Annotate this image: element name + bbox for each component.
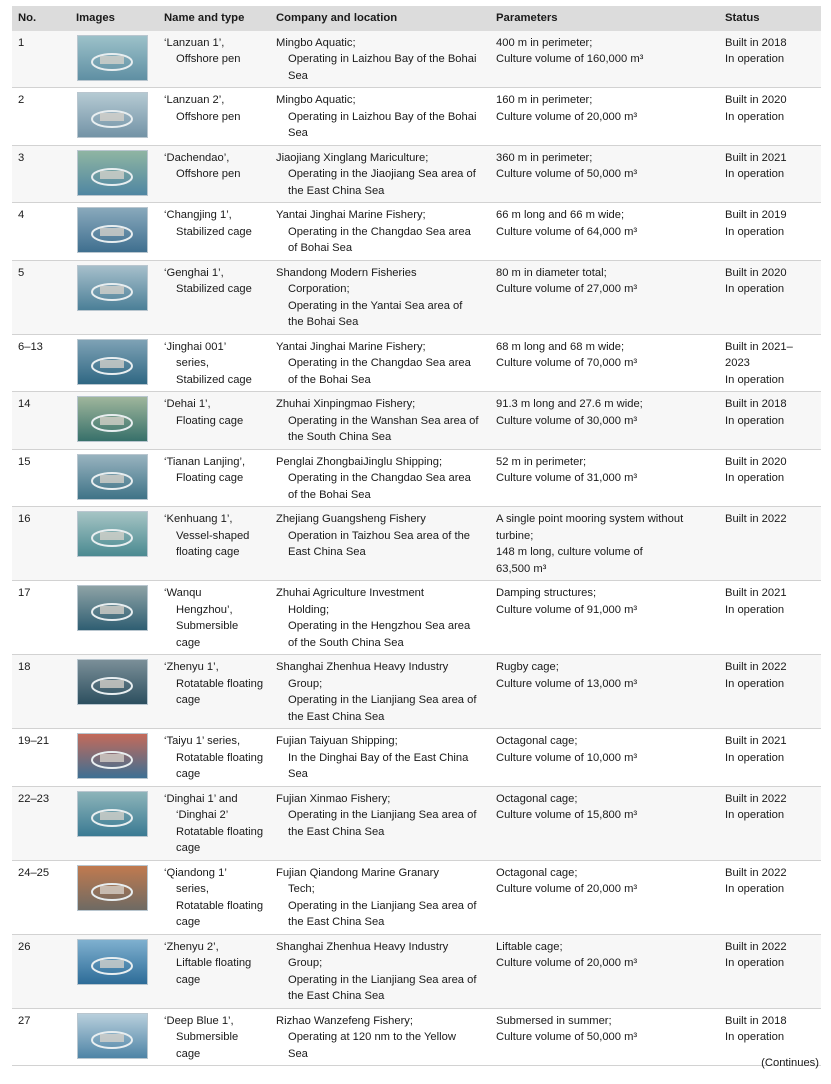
company-line: Holding;	[288, 603, 330, 616]
status-line: In operation	[725, 603, 785, 616]
company-line: the East China Sea	[288, 916, 385, 928]
company-cell	[270, 507, 490, 581]
company-line: Operating in the Changdao Sea area	[288, 225, 471, 238]
name-line: Hengzhou’,	[176, 603, 233, 616]
company-line: the South China Sea	[288, 431, 392, 443]
status-cell	[719, 449, 821, 507]
status-cell	[719, 145, 821, 203]
company-cell	[270, 786, 490, 860]
company-line: of Bohai Sea	[288, 242, 353, 254]
name-line: Stabilized cage	[176, 225, 252, 238]
name-line: Submersible cage	[176, 1031, 239, 1060]
name-line: Vessel-shaped	[176, 529, 250, 542]
cage-photo	[77, 865, 148, 911]
status-cell	[719, 334, 821, 392]
name-line: ‘Wanqu	[164, 587, 202, 599]
params-cell	[490, 449, 719, 507]
cage-photo	[77, 659, 148, 705]
status-cell	[719, 860, 821, 934]
params-line: Culture volume of 91,000 m³	[496, 603, 638, 616]
table-row	[12, 581, 821, 655]
table-row	[12, 31, 821, 88]
company-cell	[270, 392, 490, 450]
company-line: Operating in Laizhou Bay of the Bohai	[288, 110, 477, 123]
name-line: Stabilized cage	[176, 373, 252, 386]
status-line: Built in 2021	[725, 151, 787, 164]
params-line: Culture volume of 10,000 m³	[496, 751, 638, 764]
name-line: cage	[176, 694, 201, 706]
row-number: 22–23	[12, 786, 70, 860]
table-row	[12, 449, 821, 507]
table-row	[12, 260, 821, 334]
params-cell	[490, 334, 719, 392]
company-line: Sea	[288, 127, 308, 139]
company-line: Group;	[288, 677, 323, 690]
company-line: Shanghai Zhenhua Heavy Industry	[276, 661, 449, 673]
params-cell	[490, 934, 719, 1008]
name-cell	[158, 260, 270, 334]
image-cell	[70, 449, 158, 507]
table-row	[12, 203, 821, 261]
params-cell	[490, 1008, 719, 1066]
company-line: Jiaojiang Xinglang Mariculture;	[276, 151, 429, 164]
company-line: Sea	[288, 1047, 308, 1060]
continues-note: (Continues)	[761, 1057, 819, 1069]
company-line: the East China Sea	[288, 710, 385, 723]
row-number: 18	[12, 655, 70, 729]
cage-photo	[77, 585, 148, 631]
status-line: Built in 2020	[725, 266, 787, 279]
name-cell	[158, 1008, 270, 1066]
status-line: Built in 2018	[725, 36, 787, 49]
cage-photo	[77, 1013, 148, 1059]
company-line: Operating in the Wanshan Sea area of	[288, 414, 479, 427]
name-line: Rotatable floating	[176, 751, 264, 764]
name-line: ‘Dinghai 2’	[176, 809, 229, 821]
row-number: 24–25	[12, 860, 70, 934]
name-line: ‘Taiyu 1’ series,	[164, 735, 241, 747]
status-line: Built in 2020	[725, 94, 787, 106]
company-line: the East China Sea	[288, 990, 385, 1002]
name-line: Submersible cage	[176, 620, 239, 649]
row-number: 2	[12, 88, 70, 146]
params-line: Culture volume of 15,800 m³	[496, 809, 638, 821]
company-line: Penglai ZhongbaiJinglu Shipping;	[276, 455, 443, 468]
status-line: In operation	[725, 168, 785, 180]
name-line: ‘Zhenyu 2’,	[164, 940, 219, 953]
name-line: Rotatable floating	[176, 677, 264, 690]
cage-photo	[77, 939, 148, 985]
status-line: In operation	[725, 53, 785, 65]
image-cell	[70, 31, 158, 88]
cage-photo	[77, 511, 148, 557]
status-line: Built in 2019	[725, 209, 787, 221]
status-line: Built in 2021	[725, 735, 787, 747]
company-line: Mingbo Aquatic;	[276, 36, 356, 49]
name-line: ‘Dehai 1’,	[164, 398, 211, 410]
company-line: Sea	[288, 768, 308, 780]
status-line: In operation	[725, 283, 785, 295]
image-cell	[70, 88, 158, 146]
params-line: turbine;	[496, 529, 534, 542]
table-row	[12, 145, 821, 203]
row-number: 16	[12, 507, 70, 581]
company-line: Corporation;	[288, 283, 350, 295]
company-line: Fujian Taiyuan Shipping;	[276, 735, 398, 747]
params-line: Damping structures;	[496, 587, 597, 599]
company-line: Group;	[288, 957, 323, 969]
company-cell	[270, 729, 490, 787]
name-line: Offshore pen	[176, 168, 241, 180]
header-no: No.	[12, 6, 70, 31]
cage-photo	[77, 454, 148, 500]
row-number: 4	[12, 203, 70, 261]
name-cell	[158, 507, 270, 581]
name-line: Rotatable floating	[176, 899, 264, 912]
header-images: Images	[70, 6, 158, 31]
status-cell	[719, 31, 821, 88]
company-line: Operating in the Lianjiang Sea area of	[288, 899, 477, 912]
image-cell	[70, 145, 158, 203]
status-line: Built in 2022	[725, 661, 787, 673]
params-line: 66 m long and 66 m wide;	[496, 209, 625, 221]
company-line: Operating in the Lianjiang Sea area of	[288, 973, 477, 986]
table-header-row	[12, 6, 821, 31]
company-cell	[270, 581, 490, 655]
status-line: Built in 2022	[725, 513, 787, 525]
name-cell	[158, 392, 270, 450]
status-line: 2023	[725, 357, 750, 369]
image-cell	[70, 581, 158, 655]
status-line: In operation	[725, 472, 785, 484]
name-line: ‘Deep Blue 1’,	[164, 1014, 234, 1027]
image-cell	[70, 507, 158, 581]
status-line: In operation	[725, 677, 785, 690]
status-line: In operation	[725, 110, 785, 123]
company-cell	[270, 334, 490, 392]
company-cell	[270, 655, 490, 729]
params-cell	[490, 581, 719, 655]
company-line: Sea	[288, 69, 308, 82]
image-cell	[70, 729, 158, 787]
table-row	[12, 334, 821, 392]
name-line: Offshore pen	[176, 110, 241, 123]
image-cell	[70, 203, 158, 261]
header-parameters: Parameters	[490, 6, 719, 31]
company-line: Operation in Taizhou Sea area of the	[288, 529, 471, 542]
table-row	[12, 729, 821, 787]
cage-photo	[77, 207, 148, 253]
params-cell	[490, 145, 719, 203]
company-line: Zhuhai Xinpingmao Fishery;	[276, 398, 416, 410]
params-line: Submersed in summer;	[496, 1014, 612, 1027]
status-line: In operation	[725, 1031, 785, 1043]
params-cell	[490, 260, 719, 334]
image-cell	[70, 786, 158, 860]
params-line: Culture volume of 64,000 m³	[496, 225, 638, 238]
company-line: Fujian Qiandong Marine Granary	[276, 866, 439, 879]
params-cell	[490, 786, 719, 860]
status-cell	[719, 203, 821, 261]
company-cell	[270, 1008, 490, 1066]
params-line: 63,500 m³	[496, 562, 547, 575]
cage-photo	[77, 35, 148, 81]
company-line: Operating in the Hengzhou Sea area	[288, 620, 471, 632]
company-line: of the Bohai Sea	[288, 373, 371, 386]
params-line: A single point mooring system without	[496, 513, 684, 525]
table-row	[12, 392, 821, 450]
image-cell	[70, 934, 158, 1008]
name-line: ‘Zhenyu 1’,	[164, 661, 219, 673]
params-line: 68 m long and 68 m wide;	[496, 340, 625, 353]
status-line: In operation	[725, 414, 785, 427]
company-line: Shandong Modern Fisheries	[276, 266, 417, 279]
cage-photo	[77, 733, 148, 779]
name-line: cage	[176, 768, 201, 780]
cage-photo	[77, 791, 148, 837]
image-cell	[70, 260, 158, 334]
company-cell	[270, 145, 490, 203]
name-line: Stabilized cage	[176, 283, 252, 295]
params-cell	[490, 31, 719, 88]
params-line: Culture volume of 20,000 m³	[496, 957, 638, 969]
name-line: ‘Lanzuan 2’,	[164, 94, 225, 106]
params-cell	[490, 507, 719, 581]
status-line: Built in 2021–	[725, 340, 793, 353]
status-line: Built in 2018	[725, 1014, 787, 1027]
company-line: Yantai Jinghai Marine Fishery;	[276, 340, 426, 353]
status-cell	[719, 392, 821, 450]
table-row	[12, 860, 821, 934]
table-row	[12, 655, 821, 729]
params-cell	[490, 203, 719, 261]
company-cell	[270, 860, 490, 934]
image-cell	[70, 860, 158, 934]
company-line: the Bohai Sea	[288, 316, 359, 328]
company-cell	[270, 449, 490, 507]
params-line: Octagonal cage;	[496, 792, 578, 805]
header-status: Status	[719, 6, 821, 31]
name-line: ‘Dinghai 1’ and	[164, 792, 238, 805]
row-number: 6–13	[12, 334, 70, 392]
params-cell	[490, 860, 719, 934]
table-body	[12, 31, 821, 1066]
company-line: of the South China Sea	[288, 636, 404, 649]
image-cell	[70, 655, 158, 729]
company-cell	[270, 260, 490, 334]
table-row	[12, 786, 821, 860]
name-cell	[158, 655, 270, 729]
name-line: ‘Lanzuan 1’,	[164, 36, 225, 49]
company-line: Zhuhai Agriculture Investment	[276, 587, 424, 599]
table-row	[12, 1008, 821, 1066]
company-line: Shanghai Zhenhua Heavy Industry	[276, 940, 449, 953]
company-line: Fujian Xinmao Fishery;	[276, 792, 391, 805]
company-line: In the Dinghai Bay of the East China	[288, 751, 469, 764]
cage-photo	[77, 150, 148, 196]
params-line: 91.3 m long and 27.6 m wide;	[496, 398, 643, 410]
name-line: ‘Jinghai 001’	[164, 340, 227, 353]
name-line: ‘Genghai 1’,	[164, 266, 224, 279]
company-line: Operating in the Changdao Sea area	[288, 472, 471, 484]
row-number: 19–21	[12, 729, 70, 787]
company-line: Yantai Jinghai Marine Fishery;	[276, 209, 426, 221]
name-line: ‘Dachendao’,	[164, 151, 230, 164]
header-company-location: Company and location	[270, 6, 490, 31]
status-line: In operation	[725, 883, 785, 895]
name-cell	[158, 88, 270, 146]
status-line: Built in 2022	[725, 940, 787, 953]
params-line: Culture volume of 50,000 m³	[496, 1031, 638, 1043]
company-line: of the Bohai Sea	[288, 488, 371, 501]
company-cell	[270, 88, 490, 146]
company-line: Operating in the Yantai Sea area of	[288, 299, 463, 312]
params-line: Culture volume of 30,000 m³	[496, 414, 638, 427]
image-cell	[70, 392, 158, 450]
status-cell	[719, 507, 821, 581]
params-line: 400 m in perimeter;	[496, 36, 593, 49]
params-line: Culture volume of 20,000 m³	[496, 883, 638, 895]
status-line: Built in 2020	[725, 455, 787, 468]
status-cell	[719, 260, 821, 334]
cage-table	[12, 6, 821, 1066]
params-line: Culture volume of 160,000 m³	[496, 53, 644, 65]
params-line: Culture volume of 50,000 m³	[496, 168, 638, 180]
params-line: 160 m in perimeter;	[496, 94, 593, 106]
params-cell	[490, 655, 719, 729]
name-cell	[158, 934, 270, 1008]
params-line: Culture volume of 31,000 m³	[496, 472, 638, 484]
image-cell	[70, 1008, 158, 1066]
name-line: Offshore pen	[176, 53, 241, 65]
company-line: Tech;	[288, 883, 315, 895]
params-line: Octagonal cage;	[496, 866, 578, 879]
params-line: 148 m long, culture volume of	[496, 546, 643, 558]
company-line: Operating in the Lianjiang Sea area of	[288, 809, 477, 821]
status-line: Built in 2022	[725, 792, 787, 805]
company-line: Rizhao Wanzefeng Fishery;	[276, 1014, 414, 1027]
name-line: floating cage	[176, 546, 240, 558]
table-row	[12, 88, 821, 146]
row-number: 3	[12, 145, 70, 203]
company-line: the East China Sea	[288, 825, 385, 838]
params-line: Culture volume of 70,000 m³	[496, 357, 638, 369]
name-line: Floating cage	[176, 472, 244, 484]
params-line: 360 m in perimeter;	[496, 151, 593, 164]
name-line: series,	[176, 357, 209, 369]
status-line: Built in 2018	[725, 398, 787, 410]
name-line: ‘Changjing 1’,	[164, 209, 232, 221]
name-line: ‘Kenhuang 1’,	[164, 513, 233, 525]
company-line: Operating at 120 nm to the Yellow	[288, 1031, 456, 1043]
name-cell	[158, 203, 270, 261]
status-cell	[719, 934, 821, 1008]
company-line: Operating in the Changdao Sea area	[288, 357, 471, 369]
name-line: series,	[176, 883, 209, 895]
params-line: Rugby cage;	[496, 661, 559, 673]
name-cell	[158, 581, 270, 655]
params-cell	[490, 88, 719, 146]
name-cell	[158, 449, 270, 507]
cage-photo	[77, 396, 148, 442]
image-cell	[70, 334, 158, 392]
company-line: East China Sea	[288, 546, 366, 558]
row-number: 1	[12, 31, 70, 88]
cage-photo	[77, 339, 148, 385]
company-line: Operating in the Jiaojiang Sea area of	[288, 168, 476, 180]
cage-photo	[77, 265, 148, 311]
company-line: Zhejiang Guangsheng Fishery	[276, 513, 426, 525]
name-line: cage	[176, 973, 201, 986]
name-cell	[158, 31, 270, 88]
company-line: Mingbo Aquatic;	[276, 94, 356, 106]
status-line: In operation	[725, 957, 785, 969]
name-cell	[158, 334, 270, 392]
company-cell	[270, 934, 490, 1008]
name-line: cage	[176, 916, 201, 928]
params-line: 80 m in diameter total;	[496, 266, 607, 279]
row-number: 5	[12, 260, 70, 334]
table-row	[12, 507, 821, 581]
name-line: Liftable floating	[176, 957, 252, 969]
table-row	[12, 934, 821, 1008]
params-cell	[490, 392, 719, 450]
name-cell	[158, 729, 270, 787]
status-cell	[719, 88, 821, 146]
status-cell	[719, 786, 821, 860]
params-cell	[490, 729, 719, 787]
name-cell	[158, 145, 270, 203]
row-number: 27	[12, 1008, 70, 1066]
name-line: Floating cage	[176, 414, 244, 427]
name-cell	[158, 786, 270, 860]
params-line: Liftable cage;	[496, 940, 563, 953]
status-line: In operation	[725, 373, 785, 386]
status-cell	[719, 655, 821, 729]
company-line: Operating in the Lianjiang Sea area of	[288, 694, 477, 706]
status-line: In operation	[725, 225, 785, 238]
name-line: Rotatable floating	[176, 825, 264, 838]
cage-photo	[77, 92, 148, 138]
row-number: 17	[12, 581, 70, 655]
status-line: In operation	[725, 751, 785, 764]
name-cell	[158, 860, 270, 934]
company-cell	[270, 203, 490, 261]
status-cell	[719, 581, 821, 655]
params-line: Culture volume of 13,000 m³	[496, 677, 638, 690]
status-line: Built in 2022	[725, 866, 787, 879]
name-line: ‘Qiandong 1’	[164, 866, 227, 879]
params-line: Culture volume of 20,000 m³	[496, 110, 638, 123]
params-line: 52 m in perimeter;	[496, 455, 587, 468]
row-number: 15	[12, 449, 70, 507]
params-line: Octagonal cage;	[496, 735, 578, 747]
company-line: the East China Sea	[288, 184, 385, 197]
company-cell	[270, 31, 490, 88]
header-name-type: Name and type	[158, 6, 270, 31]
status-cell	[719, 729, 821, 787]
status-line: Built in 2021	[725, 587, 787, 599]
params-line: Culture volume of 27,000 m³	[496, 283, 638, 295]
name-line: cage	[176, 842, 201, 854]
company-line: Operating in Laizhou Bay of the Bohai	[288, 53, 477, 65]
status-line: In operation	[725, 809, 785, 821]
name-line: ‘Tianan Lanjing’,	[164, 455, 246, 468]
row-number: 14	[12, 392, 70, 450]
row-number: 26	[12, 934, 70, 1008]
